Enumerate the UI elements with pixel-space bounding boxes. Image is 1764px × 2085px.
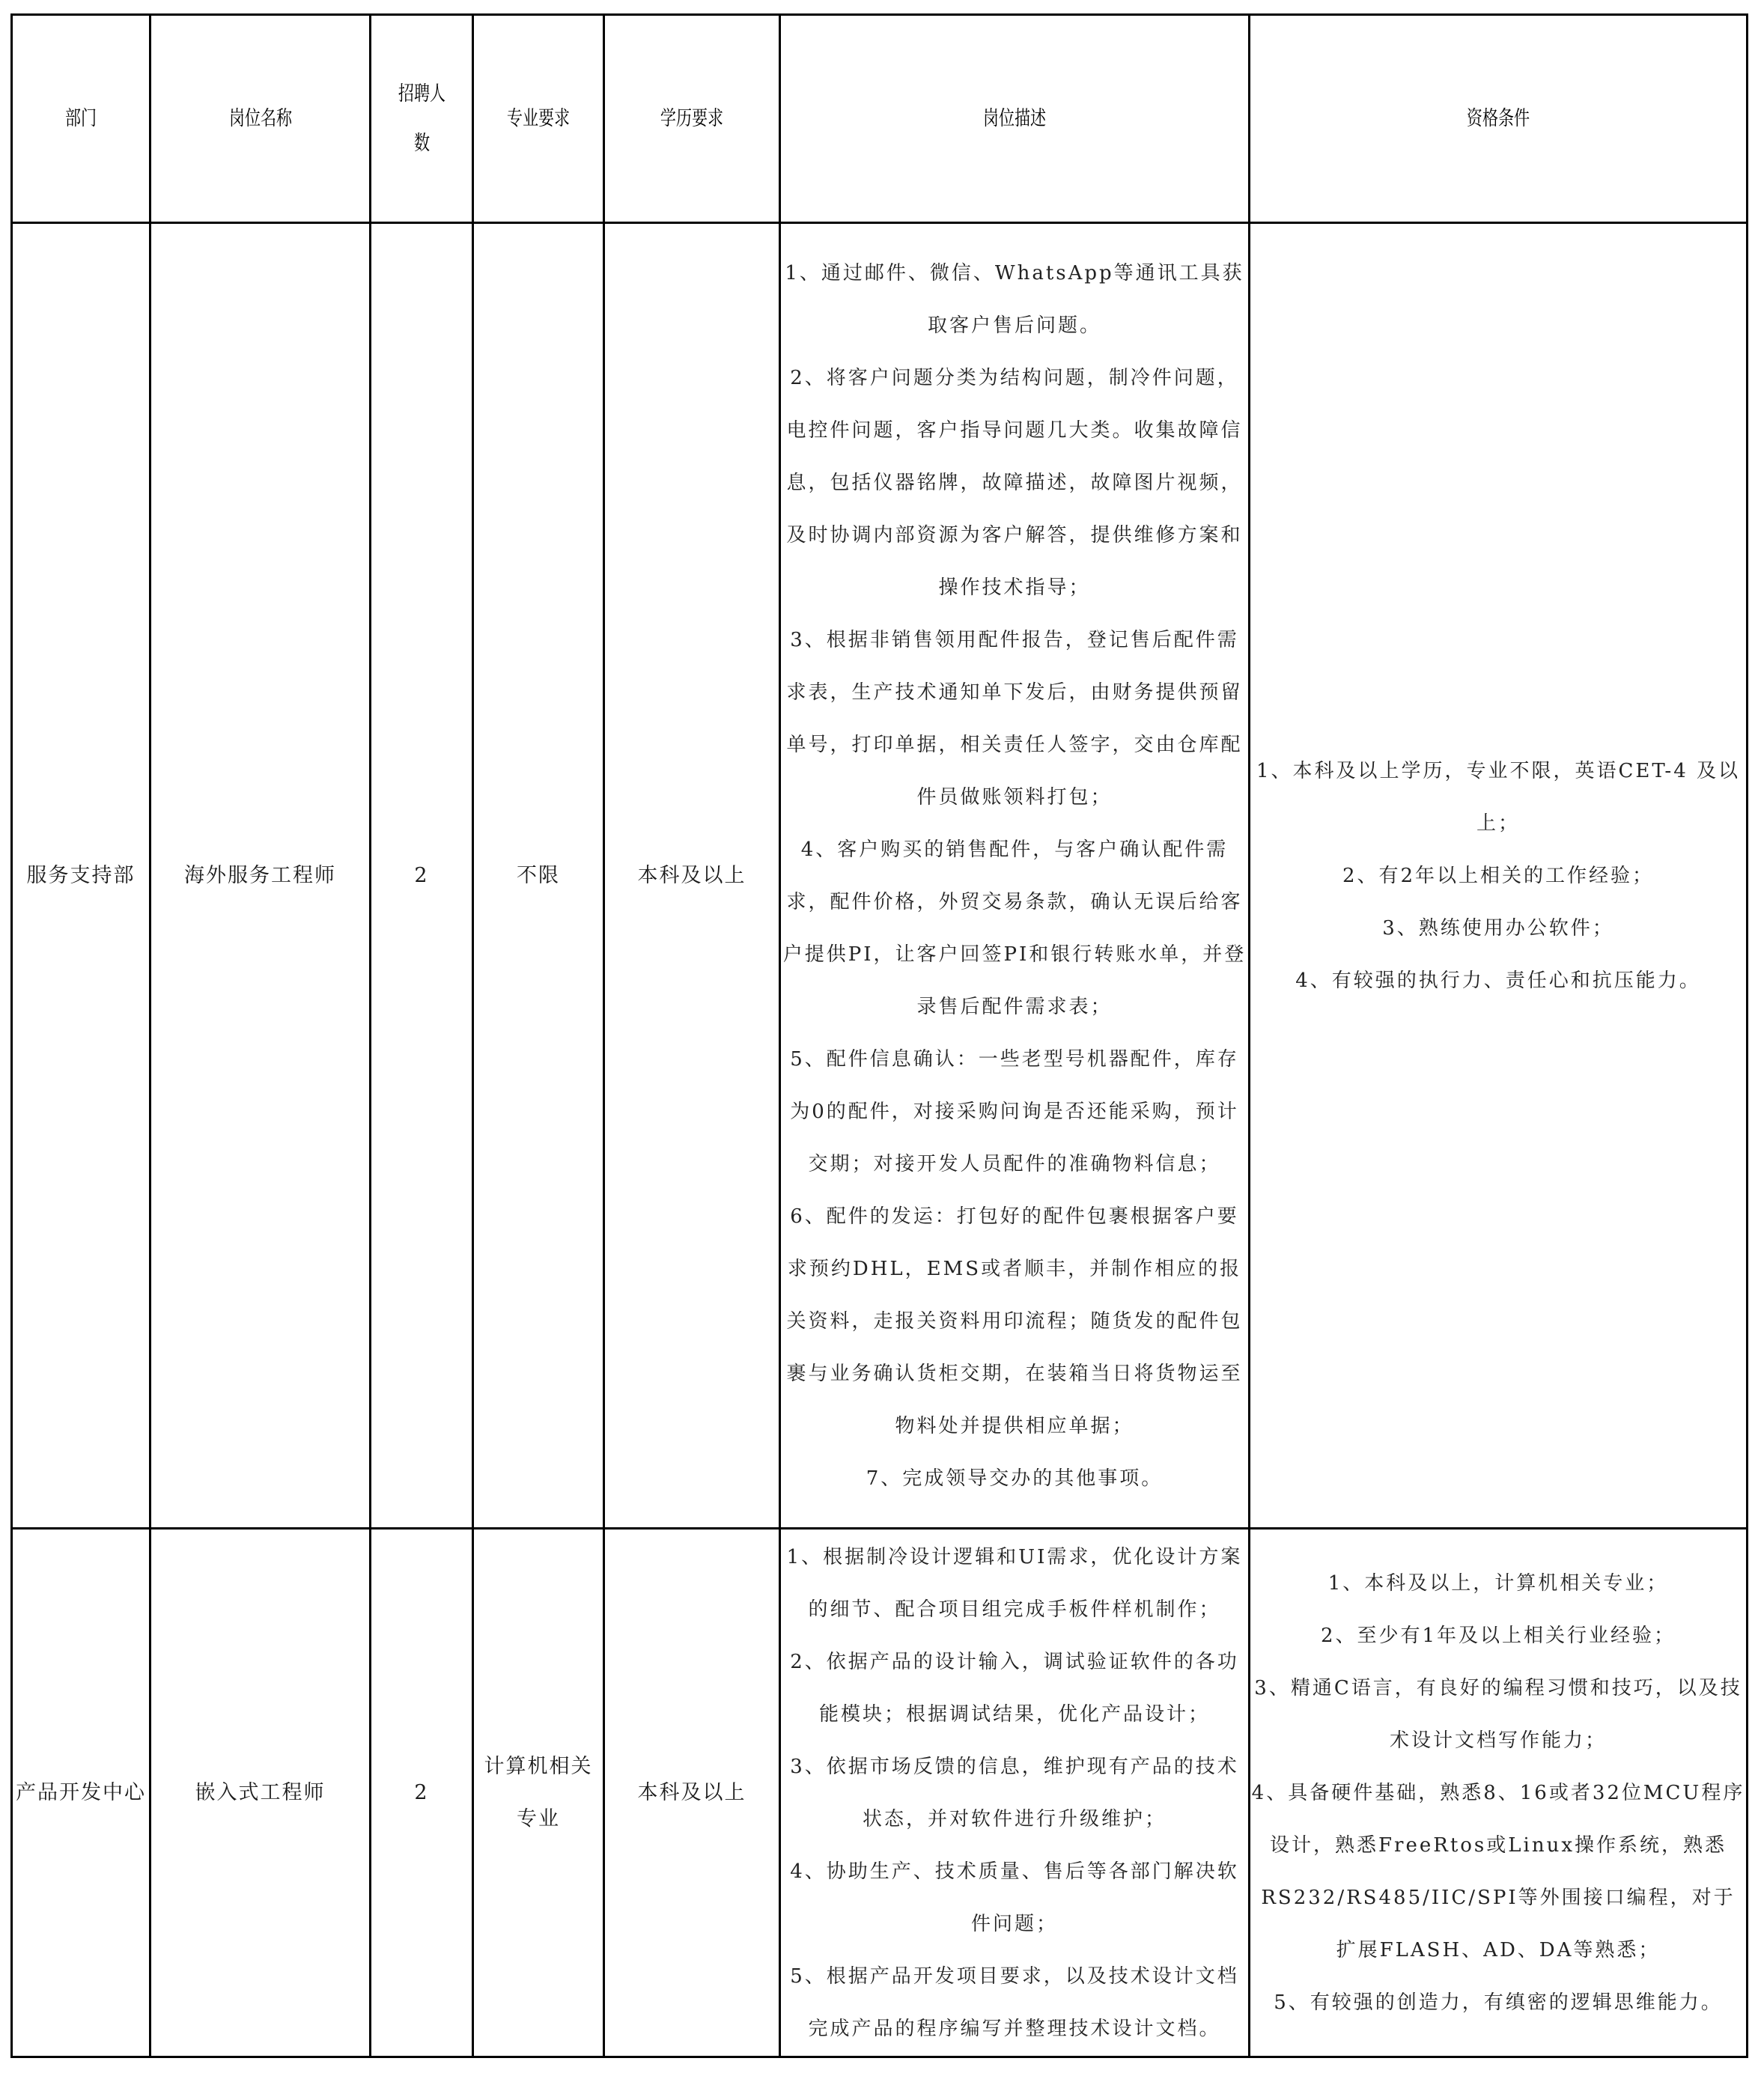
cell-qualifications [1250, 1529, 1748, 2057]
description-item: 5、配件信息确认：一些老型号机器配件，库存为0的配件，对接采购问询是否还能采购，预计交期；对接开发人员配件的准确物料信息； [790, 1047, 1239, 1175]
header-description: 岗位描述 [780, 15, 1250, 223]
cell-education: 本科及以上 [604, 223, 780, 1529]
cell-headcount: 2 [371, 1529, 473, 2057]
header-education: 学历要求 [604, 15, 780, 223]
cell-education: 本科及以上 [604, 1529, 780, 2057]
qualification-item: 2、至少有1年及以上相关行业经验； [1320, 1624, 1676, 1647]
description-item: 1、根据制冷设计逻辑和UI需求，优化设计方案的细节、配合项目组完成手板件样机制作； [786, 1545, 1243, 1621]
cell-major: 不限 [473, 223, 604, 1529]
qualification-item: 3、熟练使用办公软件； [1382, 916, 1614, 940]
description-item: 4、协助生产、技术质量、售后等各部门解决软件问题； [790, 1860, 1239, 1935]
qualification-item: 5、有较强的创造力，有缜密的逻辑思维能力。 [1274, 1991, 1723, 2014]
qualification-item: 1、本科及以上，计算机相关专业； [1327, 1571, 1669, 1595]
cell-description [780, 1529, 1250, 2057]
header-qualifications: 资格条件 [1250, 15, 1748, 223]
description-item: 6、配件的发运：打包好的配件包裹根据客户要求预约DHL，EMS或者顺丰，并制作相应的报关资料，走报关资料用印流程；随货发的配件包裹与业务确认货柜交期，在装箱当日将货物运至物料处并提供相应单据； [786, 1205, 1243, 1437]
table-row [12, 223, 1748, 1529]
header-major: 专业要求 [473, 15, 604, 223]
header-department: 部门 [12, 15, 150, 223]
qualification-item: 1、本科及以上学历，专业不限，英语CET-4 及以上； [1256, 759, 1740, 835]
description-item: 3、根据非销售领用配件报告，登记售后配件需求表，生产技术通知单下发后，由财务提供预留单号，打印单据，相关责任人签字，交由仓库配件员做账领料打包； [786, 628, 1243, 809]
description-item: 7、完成领导交办的其他事项。 [866, 1467, 1164, 1490]
header-position: 岗位名称 [150, 15, 371, 223]
recruitment-table [10, 13, 1748, 2058]
table-row [12, 1529, 1748, 2057]
description-item: 4、客户购买的销售配件，与客户确认配件需求，配件价格，外贸交易条款，确认无误后给客户提供PI，让客户回签PI和银行转账水单，并登录售后配件需求表； [782, 838, 1247, 1018]
qualification-item: 4、有较强的执行力、责任心和抗压能力。 [1295, 969, 1701, 992]
cell-position: 嵌入式工程师 [150, 1529, 371, 2057]
header-row [12, 15, 1748, 223]
qualification-item: 4、具备硬件基础，熟悉8、16或者32位MCU程序设计，熟悉FreeRtos或Linux操作系统，熟悉RS232/RS485/IIC/SPI等外围接口编程，对于扩展FLASH、AD、DA等熟悉； [1251, 1781, 1745, 1961]
description-item: 3、依据市场反馈的信息，维护现有产品的技术状态，并对软件进行升级维护； [790, 1755, 1239, 1830]
qualification-item: 3、精通C语言，有良好的编程习惯和技巧，以及技术设计文档写作能力； [1254, 1676, 1742, 1752]
description-item: 1、通过邮件、微信、WhatsApp等通讯工具获取客户售后问题。 [785, 261, 1244, 337]
description-item: 2、依据产品的设计输入，调试验证软件的各功能模块；根据调试结果，优化产品设计； [790, 1650, 1239, 1726]
cell-department: 服务支持部 [12, 223, 150, 1529]
qualification-item: 2、有2年以上相关的工作经验； [1342, 864, 1655, 887]
header-headcount: 招聘人 数 [371, 15, 473, 223]
cell-qualifications [1250, 223, 1748, 1529]
cell-department: 产品开发中心 [12, 1529, 150, 2057]
description-item: 2、将客户问题分类为结构问题，制冷件问题，电控件问题，客户指导问题几大类。收集故障信息，包括仪器铭牌，故障描述，故障图片视频，及时协调内部资源为客户解答，提供维修方案和操作技术指导； [786, 366, 1243, 599]
cell-description [780, 223, 1250, 1529]
cell-headcount: 2 [371, 223, 473, 1529]
description-item: 5、根据产品开发项目要求，以及技术设计文档完成产品的程序编写并整理技术设计文档。 [790, 1964, 1239, 2040]
cell-position: 海外服务工程师 [150, 223, 371, 1529]
cell-major: 计算机相关专业 [473, 1529, 604, 2057]
